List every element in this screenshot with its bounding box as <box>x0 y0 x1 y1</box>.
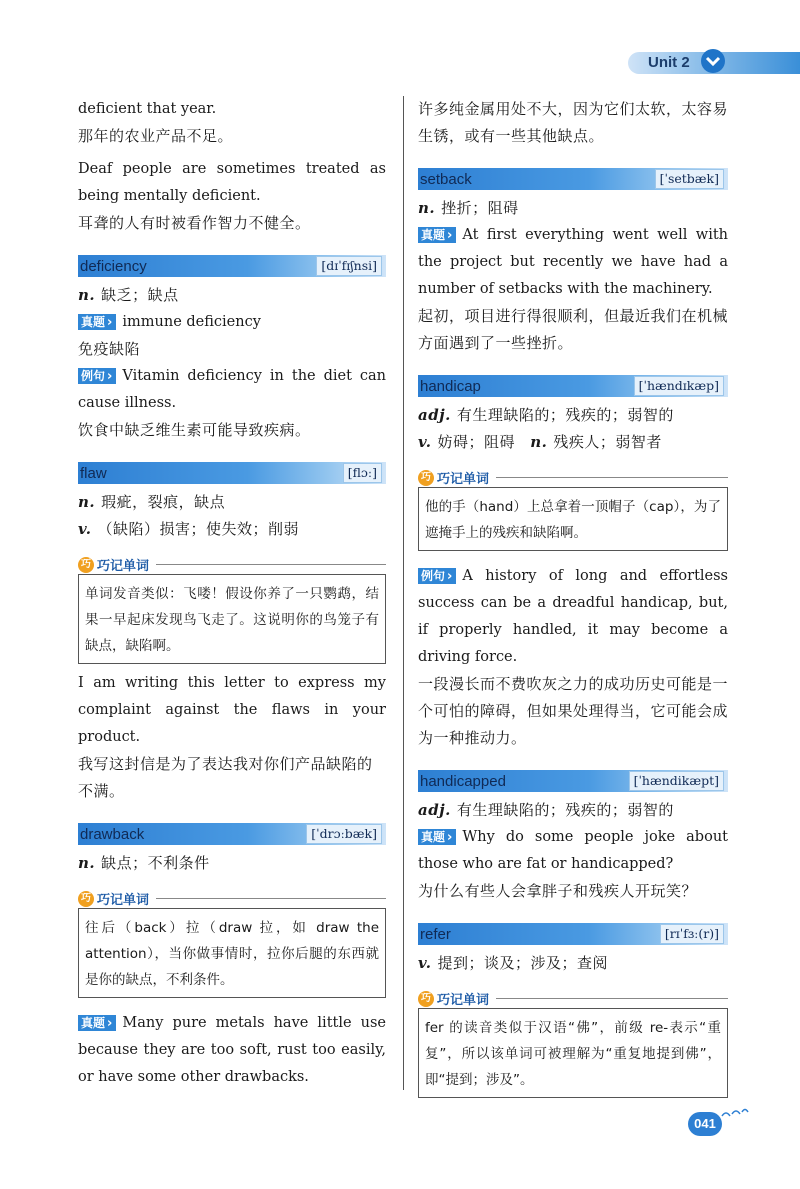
headword: refer <box>420 925 451 943</box>
wave-icon <box>720 1104 750 1120</box>
definition <box>418 950 728 977</box>
phonetic: [ˈhændɪkæp] <box>634 376 724 396</box>
column-divider <box>403 96 404 1090</box>
headword-setback <box>418 168 728 190</box>
example-tag: 例句 › <box>418 568 456 584</box>
text-line: deficient that year. <box>78 101 217 117</box>
definition <box>418 429 728 456</box>
memory-tip <box>418 468 728 551</box>
definition-text: 挫折；阻碍 <box>441 199 519 217</box>
definition <box>78 516 386 543</box>
part-of-speech: v. <box>78 520 92 538</box>
memory-tip <box>418 989 728 1098</box>
definition-text: 妨碍；阻碍 <box>437 433 515 451</box>
example-en: At first everything went well with the project but recently we have had a number of setbacks with the machinery. <box>418 227 728 297</box>
headword-deficiency <box>78 255 386 277</box>
phonetic: [ˈsetbæk] <box>655 169 724 189</box>
definition <box>418 195 728 222</box>
part-of-speech: n. <box>78 493 96 511</box>
memo-title: 巧记单词 <box>97 893 150 908</box>
definition-text: 有生理缺陷的；残疾的；弱智的 <box>456 406 674 424</box>
definition-text: 残疾人；弱智者 <box>553 433 662 451</box>
example-cn: 起初，项目进行得很顺利，但最近我们在机械方面遇到了一些挫折。 <box>418 307 729 352</box>
example <box>78 1010 386 1091</box>
phonetic: [ˈdrɔːbæk] <box>306 824 382 844</box>
headword: handicap <box>420 377 481 395</box>
headword-handicap <box>418 375 728 397</box>
part-of-speech: n. <box>530 433 548 451</box>
definition-text: 有生理缺陷的；残疾的；弱智的 <box>456 801 674 819</box>
part-of-speech: adj. <box>418 406 451 424</box>
right-column <box>418 96 728 1104</box>
example-cn: 一段漫长而不费吹灰之力的成功历史可能是一个可怕的障碍，但如果处理得当，它可能会成为一种推动力。 <box>418 675 729 747</box>
example-en: immune deficiency <box>122 314 261 330</box>
left-column <box>78 96 386 1091</box>
exam-tag: 真题 › <box>418 829 456 845</box>
example <box>78 309 386 336</box>
page-number: 041 <box>688 1112 722 1136</box>
example-cn: 为什么有些人会拿胖子和残疾人开玩笑？ <box>418 882 698 900</box>
exam-tag: 真题 › <box>78 1015 116 1031</box>
phonetic: [ˈhændikæpt] <box>629 771 724 791</box>
exam-tag: 真题 › <box>78 314 116 330</box>
part-of-speech: adj. <box>418 801 451 819</box>
example-en: A history of long and effortless success can be a dreadful handicap, but, if properly handled, it may become a driving force. <box>418 568 728 665</box>
example-en: Vitamin deficiency in the diet can cause illness. <box>78 368 386 411</box>
part-of-speech: v. <box>418 954 432 972</box>
example-cn: 我写这封信是为了表达我对你们产品缺陷的不满。 <box>78 755 373 800</box>
headword: setback <box>420 170 472 188</box>
example <box>418 824 728 878</box>
headword: drawback <box>80 825 145 843</box>
lightbulb-icon: 巧 <box>78 557 94 573</box>
lightbulb-icon: 巧 <box>418 991 434 1007</box>
unit-label: Unit 2 <box>648 54 690 71</box>
example <box>78 363 386 417</box>
example-en: Many pure metals have little use because they are too soft, rust too easily, or have some other drawbacks. <box>78 1015 386 1085</box>
memo-title: 巧记单词 <box>437 472 490 487</box>
definition <box>78 282 386 309</box>
definition-text: （缺陷）损害；使失效；削弱 <box>97 520 299 538</box>
definition <box>418 797 728 824</box>
example-en: I am writing this letter to express my complaint against the flaws in your product. <box>78 675 386 745</box>
text-line: 许多纯金属用处不大，因为它们太软，太容易生锈，或有一些其他缺点。 <box>418 100 729 145</box>
memo-text: 他的手（hand）上总拿着一顶帽子（cap），为了遮掩手上的残疾和缺陷啊。 <box>418 487 728 551</box>
memo-text: 单词发音类似：飞喽！假设你养了一只鹦鹉，结果一早起床发现鸟飞走了。这说明你的鸟笼子有缺点，缺陷啊。 <box>78 574 386 664</box>
definition <box>78 850 386 877</box>
part-of-speech: v. <box>418 433 432 451</box>
definition <box>78 489 386 516</box>
definition-text: 缺乏；缺点 <box>101 286 179 304</box>
headword-handicapped <box>418 770 728 792</box>
exam-tag: 真题 › <box>418 227 456 243</box>
part-of-speech: n. <box>418 199 436 217</box>
headword: deficiency <box>80 257 147 275</box>
memo-title: 巧记单词 <box>97 559 150 574</box>
example-cn: 饮食中缺乏维生素可能导致疾病。 <box>78 421 311 439</box>
memory-tip <box>78 889 386 998</box>
text-line: 那年的农业产品不足。 <box>78 127 234 145</box>
phonetic: [rɪˈfɜː(r)] <box>660 924 724 944</box>
example <box>418 563 728 671</box>
example <box>418 222 728 303</box>
phonetic: [dɪˈfɪʃnsi] <box>316 256 382 276</box>
memo-text: fer 的读音类似于汉语“佛”，前级 re-表示“重复”，所以该单词可被理解为“重复地提到佛”，即“提到；涉及”。 <box>418 1008 728 1098</box>
definition-text: 提到；谈及；涉及；查阅 <box>437 954 608 972</box>
definition-text: 缺点；不利条件 <box>101 854 210 872</box>
phonetic: [flɔː] <box>343 463 382 483</box>
headword: flaw <box>80 464 107 482</box>
text-line: 耳聋的人有时被看作智力不健全。 <box>78 214 311 232</box>
headword-drawback <box>78 823 386 845</box>
headword-refer <box>418 923 728 945</box>
memory-tip <box>78 555 386 664</box>
memo-text: 往后（back）拉（draw 拉，如 draw the attention），当你做事情时，拉你后腿的东西就是你的缺点，不利条件。 <box>78 908 386 998</box>
memo-title: 巧记单词 <box>437 993 490 1008</box>
definition <box>418 402 728 429</box>
chevron-down-icon <box>700 48 726 74</box>
example-tag: 例句 › <box>78 368 116 384</box>
headword-flaw <box>78 462 386 484</box>
lightbulb-icon: 巧 <box>418 470 434 486</box>
text-line: Deaf people are sometimes treated as being mentally deficient. <box>78 161 386 204</box>
lightbulb-icon: 巧 <box>78 891 94 907</box>
definition-text: 瑕疵，裂痕，缺点 <box>101 493 226 511</box>
part-of-speech: n. <box>78 286 96 304</box>
example-en: Why do some people joke about those who are fat or handicapped? <box>418 829 728 872</box>
example-cn: 免疫缺陷 <box>78 340 141 358</box>
part-of-speech: n. <box>78 854 96 872</box>
headword: handicapped <box>420 772 506 790</box>
